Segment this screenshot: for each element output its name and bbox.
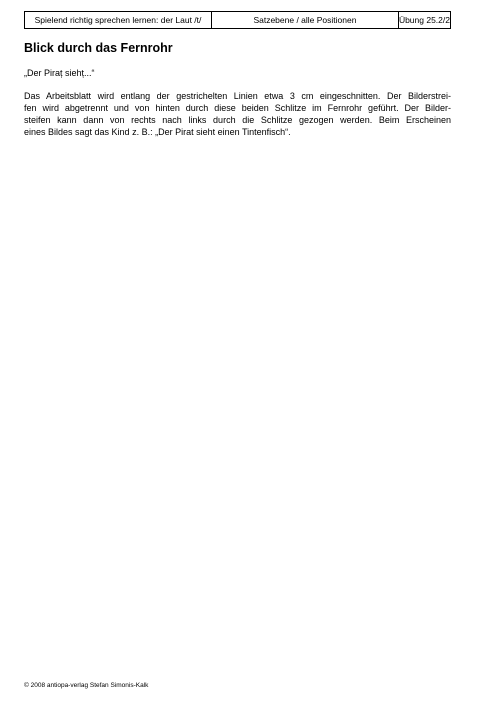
instructions-line: steifen kann dann von rechts nach links durch die Schlitze gezogen werden. Beim Erscheinen: [24, 115, 451, 126]
page-title: Blick durch das Fernrohr: [24, 41, 173, 55]
header-topic: Spielend richtig sprechen lernen: der Laut /t/: [25, 12, 212, 28]
header-level: Satzebene / alle Positionen: [212, 12, 399, 28]
header-exercise-number: Übung 25.2/2: [398, 14, 450, 25]
example-quote: „Der Piraț siehț...“: [24, 68, 95, 78]
header-table: [24, 11, 451, 29]
instructions-paragraph: [24, 90, 451, 139]
instructions-line: Das Arbeitsblatt wird entlang der gestrichelten Linien etwa 3 cm eingeschnitten. Der Bilderstrei-: [24, 91, 451, 101]
instructions-line: eines Bildes sagt das Kind z. B.: „Der Pirat sieht einen Tintenfisch“.: [24, 127, 291, 138]
copyright-footer: © 2008 antiopa-verlag Stefan Simonis-Kalk: [24, 682, 149, 689]
instructions-line: fen wird abgetrennt und von hinten durch diese beiden Schlitze im Fernrohr geführt. Der Bilder-: [24, 103, 451, 114]
